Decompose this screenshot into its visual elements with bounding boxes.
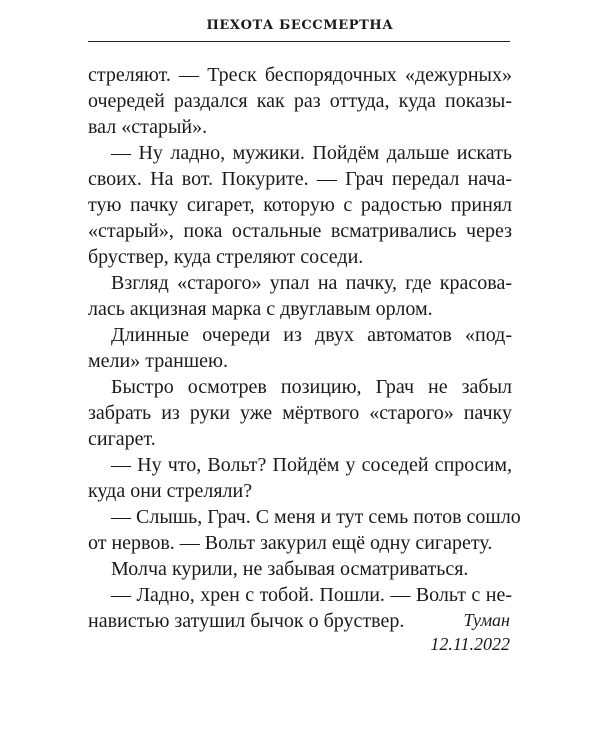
text-line: от нервов. — Вольт закурил ещё одну сигарету. [88,532,493,554]
text-line: — Ну ладно, мужики. Пойдём дальше искать [111,142,512,164]
text-line: куда они стреляли? [88,480,253,502]
text-line: Длинные очереди из двух автоматов «под- [111,324,512,346]
running-title: ПЕХОТА БЕССМЕРТНА [206,18,394,33]
text-line: Молча курили, не забывая осматриваться. [111,558,469,580]
header-rule [88,41,510,42]
text-line: своих. На вот. Покурите. — Грач передал нача- [88,168,512,190]
text-line: вал «старый». [88,116,208,138]
body-text [88,62,521,634]
text-line: Взгляд «старого» упал на пачку, где красова- [111,272,512,294]
text-line: тую пачку сигарет, которую с радостью принял [88,194,512,216]
text-line: стреляют. — Треск беспорядочных «дежурных» [88,64,512,86]
text-line: «старый», пока остальные всматривались через [88,220,512,242]
text-line: сигарет. [88,428,156,450]
text-line: — Слышь, Грач. С меня и тут семь потов сошло [111,506,521,528]
text-line: бруствер, куда стреляют соседи. [88,246,364,268]
text-line: — Ладно, хрен с тобой. Пошли. — Вольт с не- [111,584,512,606]
signature-author: Туман [463,610,510,630]
signature-date: 12.11.2022 [430,634,510,654]
text-line: лась акцизная марка с двуглавым орлом. [88,298,433,320]
text-line: очередей раздался как раз оттуда, куда показы- [88,90,512,112]
text-line: навистью затушил бычок о бруствер. [88,610,405,632]
text-line: мели» траншею. [88,350,228,372]
text-line: Быстро осмотрев позицию, Грач не забыл [111,376,512,398]
text-line: — Ну что, Вольт? Пойдём у соседей спросим, [111,454,512,476]
text-line: забрать из руки уже мёртвого «старого» пачку [88,402,512,424]
